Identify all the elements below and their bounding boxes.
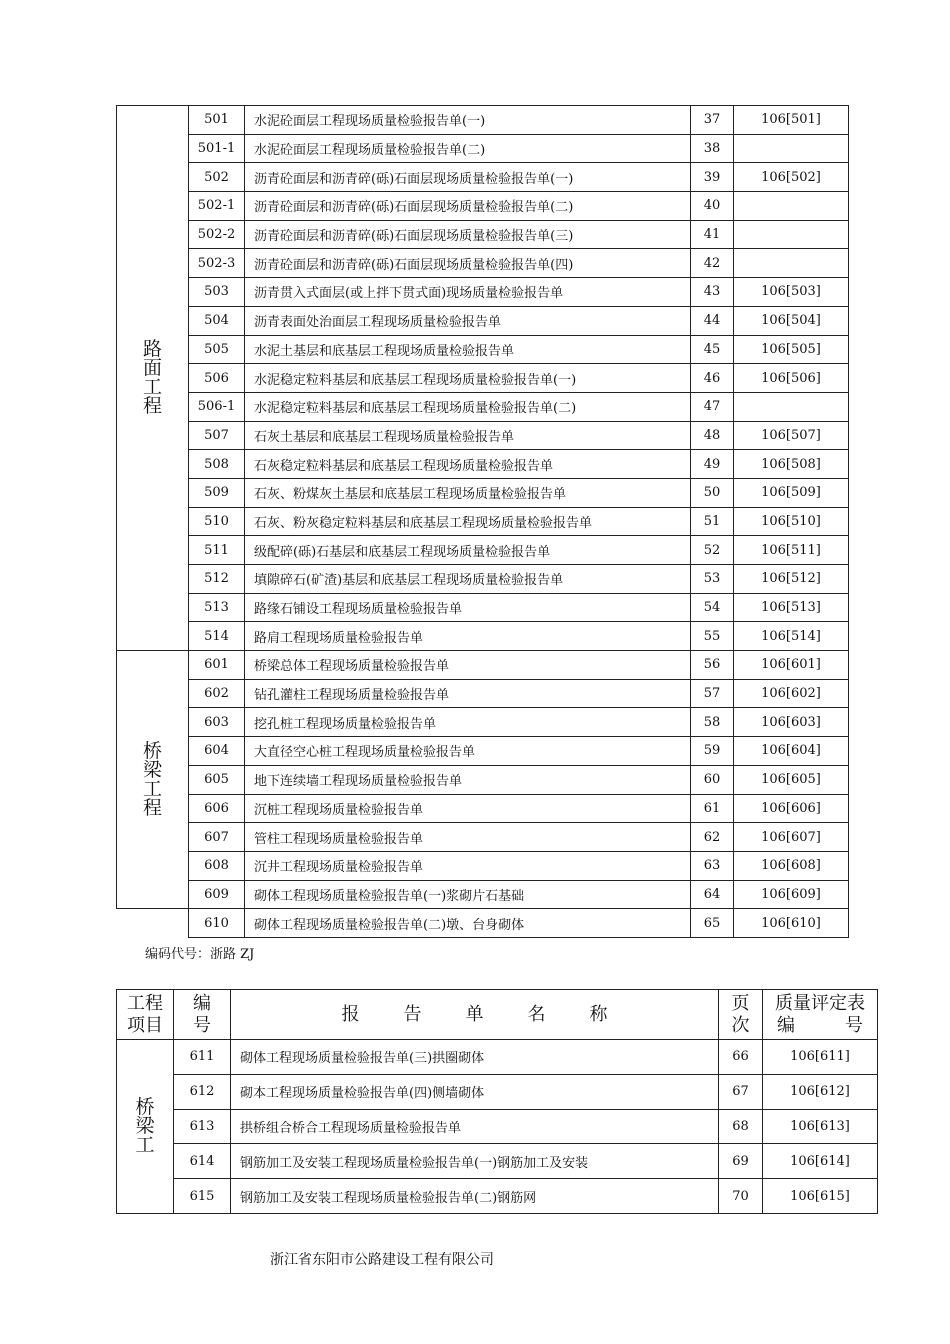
row-page: 67	[719, 1074, 763, 1109]
row-eval-code	[734, 192, 849, 221]
row-eval-code: 106[601]	[734, 651, 849, 680]
table-row	[117, 1179, 878, 1214]
row-code: 504	[189, 306, 245, 335]
row-eval-code: 106[606]	[734, 794, 849, 823]
row-eval-code: 106[507]	[734, 421, 849, 450]
row-report-name: 沥青砼面层和沥青碎(砾)石面层现场质量检验报告单(四)	[245, 249, 691, 278]
company-name: 浙江省东阳市公路建设工程有限公司	[270, 1252, 494, 1268]
row-page: 62	[691, 823, 734, 852]
row-eval-code	[734, 134, 849, 163]
row-report-name: 沥青表面处治面层工程现场质量检验报告单	[245, 306, 691, 335]
row-page: 48	[691, 421, 734, 450]
row-eval-code: 106[607]	[734, 823, 849, 852]
row-report-name: 路肩工程现场质量检验报告单	[245, 622, 691, 651]
row-eval-code: 106[613]	[763, 1109, 878, 1144]
row-page: 46	[691, 364, 734, 393]
row-code: 502-3	[189, 249, 245, 278]
row-code: 501-1	[189, 134, 245, 163]
row-page: 53	[691, 565, 734, 594]
group-char: 桥	[142, 739, 162, 762]
row-code: 614	[174, 1144, 231, 1179]
row-report-name: 石灰稳定粒料基层和底基层工程现场质量检验报告单	[245, 450, 691, 479]
table-row	[117, 794, 849, 823]
row-report-name: 地下连续墙工程现场质量检验报告单	[245, 765, 691, 794]
row-page: 64	[691, 880, 734, 909]
row-page: 39	[691, 163, 734, 192]
group-char: 桥	[135, 1095, 155, 1118]
row-page: 70	[719, 1179, 763, 1214]
header-report-name: 报 告 单 名 称	[231, 990, 719, 1040]
row-eval-code: 106[512]	[734, 565, 849, 594]
table-row	[117, 163, 849, 192]
table-row	[117, 478, 849, 507]
row-code: 506-1	[189, 392, 245, 421]
row-report-name: 砌本工程现场质量检验报告单(四)侧墙砌体	[231, 1074, 719, 1109]
table-row	[117, 536, 849, 565]
row-report-name: 水泥稳定粒料基层和底基层工程现场质量检验报告单(一)	[245, 364, 691, 393]
row-code: 610	[189, 909, 245, 938]
table-row	[117, 1040, 878, 1075]
row-code: 608	[189, 851, 245, 880]
row-page: 43	[691, 278, 734, 307]
row-eval-code: 106[609]	[734, 880, 849, 909]
row-code: 503	[189, 278, 245, 307]
row-report-name: 水泥砼面层工程现场质量检验报告单(一)	[245, 106, 691, 135]
row-page: 38	[691, 134, 734, 163]
group-char: 面	[142, 357, 162, 380]
row-page: 60	[691, 765, 734, 794]
table-row	[117, 134, 849, 163]
row-code: 605	[189, 765, 245, 794]
table-row	[117, 364, 849, 393]
row-eval-code: 106[605]	[734, 765, 849, 794]
row-code: 603	[189, 708, 245, 737]
row-code: 601	[189, 651, 245, 680]
row-eval-code: 106[603]	[734, 708, 849, 737]
row-code: 506	[189, 364, 245, 393]
row-eval-code: 106[615]	[763, 1179, 878, 1214]
row-report-name: 砌体工程现场质量检验报告单(三)拱圈砌体	[231, 1040, 719, 1075]
row-report-name: 沉井工程现场质量检验报告单	[245, 851, 691, 880]
table-row	[117, 192, 849, 221]
row-page: 56	[691, 651, 734, 680]
row-report-name: 挖孔桩工程现场质量检验报告单	[245, 708, 691, 737]
row-eval-code: 106[612]	[763, 1074, 878, 1109]
group-char: 工	[142, 376, 162, 399]
row-report-name: 钢筋加工及安装工程现场质量检验报告单(二)钢筋网	[231, 1179, 719, 1214]
row-page: 57	[691, 679, 734, 708]
table-row	[117, 909, 849, 938]
row-code: 611	[174, 1040, 231, 1075]
table-row	[117, 1074, 878, 1109]
row-eval-code: 106[503]	[734, 278, 849, 307]
row-page: 66	[719, 1040, 763, 1075]
row-eval-code: 106[614]	[763, 1144, 878, 1179]
header-number: 编 号	[174, 990, 231, 1040]
row-report-name: 级配碎(砾)石基层和底基层工程现场质量检验报告单	[245, 536, 691, 565]
row-eval-code: 106[610]	[734, 909, 849, 938]
group-road-works	[117, 106, 189, 651]
table-row	[117, 249, 849, 278]
table-header-row	[117, 990, 878, 1040]
row-page: 54	[691, 593, 734, 622]
row-report-name: 砌体工程现场质量检验报告单(二)墩、台身砌体	[245, 909, 691, 938]
row-code: 502-1	[189, 192, 245, 221]
row-report-name: 沥青砼面层和沥青碎(砾)石面层现场质量检验报告单(一)	[245, 163, 691, 192]
table-row	[117, 679, 849, 708]
table-row	[117, 622, 849, 651]
row-code: 513	[189, 593, 245, 622]
row-report-name: 石灰、粉灰稳定粒料基层和底基层工程现场质量检验报告单	[245, 507, 691, 536]
table-row	[117, 880, 849, 909]
row-code: 607	[189, 823, 245, 852]
row-eval-code: 106[505]	[734, 335, 849, 364]
table-row	[117, 1144, 878, 1179]
group-char: 梁	[142, 758, 162, 781]
row-page: 40	[691, 192, 734, 221]
row-page: 50	[691, 478, 734, 507]
row-code: 505	[189, 335, 245, 364]
group-char: 程	[142, 395, 162, 418]
row-page: 61	[691, 794, 734, 823]
row-code: 501	[189, 106, 245, 135]
row-page: 59	[691, 737, 734, 766]
row-code: 613	[174, 1109, 231, 1144]
row-report-name: 填隙碎石(矿渣)基层和底基层工程现场质量检验报告单	[245, 565, 691, 594]
table-row	[117, 593, 849, 622]
table-row	[117, 392, 849, 421]
row-eval-code: 106[608]	[734, 851, 849, 880]
row-code: 509	[189, 478, 245, 507]
group-char: 梁	[135, 1114, 155, 1137]
table-row	[117, 306, 849, 335]
group-bridge-works-2	[117, 1040, 174, 1214]
row-report-name: 钻孔灌柱工程现场质量检验报告单	[245, 679, 691, 708]
row-page: 68	[719, 1109, 763, 1144]
row-code: 612	[174, 1074, 231, 1109]
group-char: 工	[142, 777, 162, 800]
group-char: 工	[135, 1133, 155, 1156]
code-note: 编码代号：浙路 ZJ	[145, 947, 255, 962]
group-char: 程	[142, 796, 162, 819]
row-code: 507	[189, 421, 245, 450]
row-code: 609	[189, 880, 245, 909]
row-eval-code: 106[602]	[734, 679, 849, 708]
row-page: 47	[691, 392, 734, 421]
row-report-name: 沥青砼面层和沥青碎(砾)石面层现场质量检验报告单(二)	[245, 192, 691, 221]
row-eval-code: 106[508]	[734, 450, 849, 479]
row-report-name: 桥梁总体工程现场质量检验报告单	[245, 651, 691, 680]
row-page: 37	[691, 106, 734, 135]
table-row	[117, 106, 849, 135]
row-report-name: 管柱工程现场质量检验报告单	[245, 823, 691, 852]
group-bridge-works	[117, 651, 189, 909]
row-page: 49	[691, 450, 734, 479]
header-project: 工程 项目	[117, 990, 174, 1040]
row-report-name: 路缘石铺设工程现场质量检验报告单	[245, 593, 691, 622]
row-page: 41	[691, 220, 734, 249]
table-row	[117, 1109, 878, 1144]
table-row	[117, 851, 849, 880]
row-code: 510	[189, 507, 245, 536]
row-page: 51	[691, 507, 734, 536]
row-page: 42	[691, 249, 734, 278]
table-row	[117, 278, 849, 307]
table-row	[117, 565, 849, 594]
row-eval-code	[734, 249, 849, 278]
row-eval-code: 106[511]	[734, 536, 849, 565]
row-code: 512	[189, 565, 245, 594]
row-page: 63	[691, 851, 734, 880]
row-page: 55	[691, 622, 734, 651]
row-page: 45	[691, 335, 734, 364]
row-code: 602	[189, 679, 245, 708]
row-report-name: 沥青砼面层和沥青碎(砾)石面层现场质量检验报告单(三)	[245, 220, 691, 249]
row-code: 606	[189, 794, 245, 823]
row-code: 502-2	[189, 220, 245, 249]
row-report-name: 水泥土基层和底基层工程现场质量检验报告单	[245, 335, 691, 364]
row-report-name: 水泥稳定粒料基层和底基层工程现场质量检验报告单(二)	[245, 392, 691, 421]
row-eval-code: 106[502]	[734, 163, 849, 192]
row-report-name: 沥青贯入式面层(或上拌下贯式面)现场质量检验报告单	[245, 278, 691, 307]
table-row	[117, 708, 849, 737]
empty-cell	[117, 909, 189, 938]
row-code: 514	[189, 622, 245, 651]
row-page: 44	[691, 306, 734, 335]
row-report-name: 石灰、粉煤灰土基层和底基层工程现场质量检验报告单	[245, 478, 691, 507]
report-index-table-2	[116, 989, 878, 1214]
row-report-name: 水泥砼面层工程现场质量检验报告单(二)	[245, 134, 691, 163]
row-report-name: 大直径空心桩工程现场质量检验报告单	[245, 737, 691, 766]
row-eval-code	[734, 392, 849, 421]
row-code: 615	[174, 1179, 231, 1214]
row-eval-code	[734, 220, 849, 249]
table-row	[117, 507, 849, 536]
row-eval-code: 106[504]	[734, 306, 849, 335]
report-index-table-1	[116, 105, 849, 938]
row-page: 58	[691, 708, 734, 737]
group-char: 路	[142, 338, 162, 361]
table-row	[117, 765, 849, 794]
row-report-name: 石灰土基层和底基层工程现场质量检验报告单	[245, 421, 691, 450]
row-code: 508	[189, 450, 245, 479]
row-eval-code: 106[604]	[734, 737, 849, 766]
row-report-name: 沉桩工程现场质量检验报告单	[245, 794, 691, 823]
row-eval-code: 106[501]	[734, 106, 849, 135]
table-row	[117, 421, 849, 450]
row-code: 604	[189, 737, 245, 766]
table-row	[117, 651, 849, 680]
table-row	[117, 450, 849, 479]
row-page: 65	[691, 909, 734, 938]
row-eval-code: 106[509]	[734, 478, 849, 507]
row-eval-code: 106[611]	[763, 1040, 878, 1075]
row-eval-code: 106[506]	[734, 364, 849, 393]
row-report-name: 拱桥组合桥合工程现场质量检验报告单	[231, 1109, 719, 1144]
header-eval: 质量评定表 编 号	[763, 990, 878, 1040]
row-report-name: 钢筋加工及安装工程现场质量检验报告单(一)钢筋加工及安装	[231, 1144, 719, 1179]
row-eval-code: 106[513]	[734, 593, 849, 622]
row-code: 511	[189, 536, 245, 565]
row-code: 502	[189, 163, 245, 192]
row-page: 52	[691, 536, 734, 565]
header-page: 页 次	[719, 990, 763, 1040]
row-eval-code: 106[514]	[734, 622, 849, 651]
row-page: 69	[719, 1144, 763, 1179]
table-row	[117, 737, 849, 766]
table-row	[117, 335, 849, 364]
row-eval-code: 106[510]	[734, 507, 849, 536]
row-report-name: 砌体工程现场质量检验报告单(一)浆砌片石基础	[245, 880, 691, 909]
table-row	[117, 823, 849, 852]
table-row	[117, 220, 849, 249]
